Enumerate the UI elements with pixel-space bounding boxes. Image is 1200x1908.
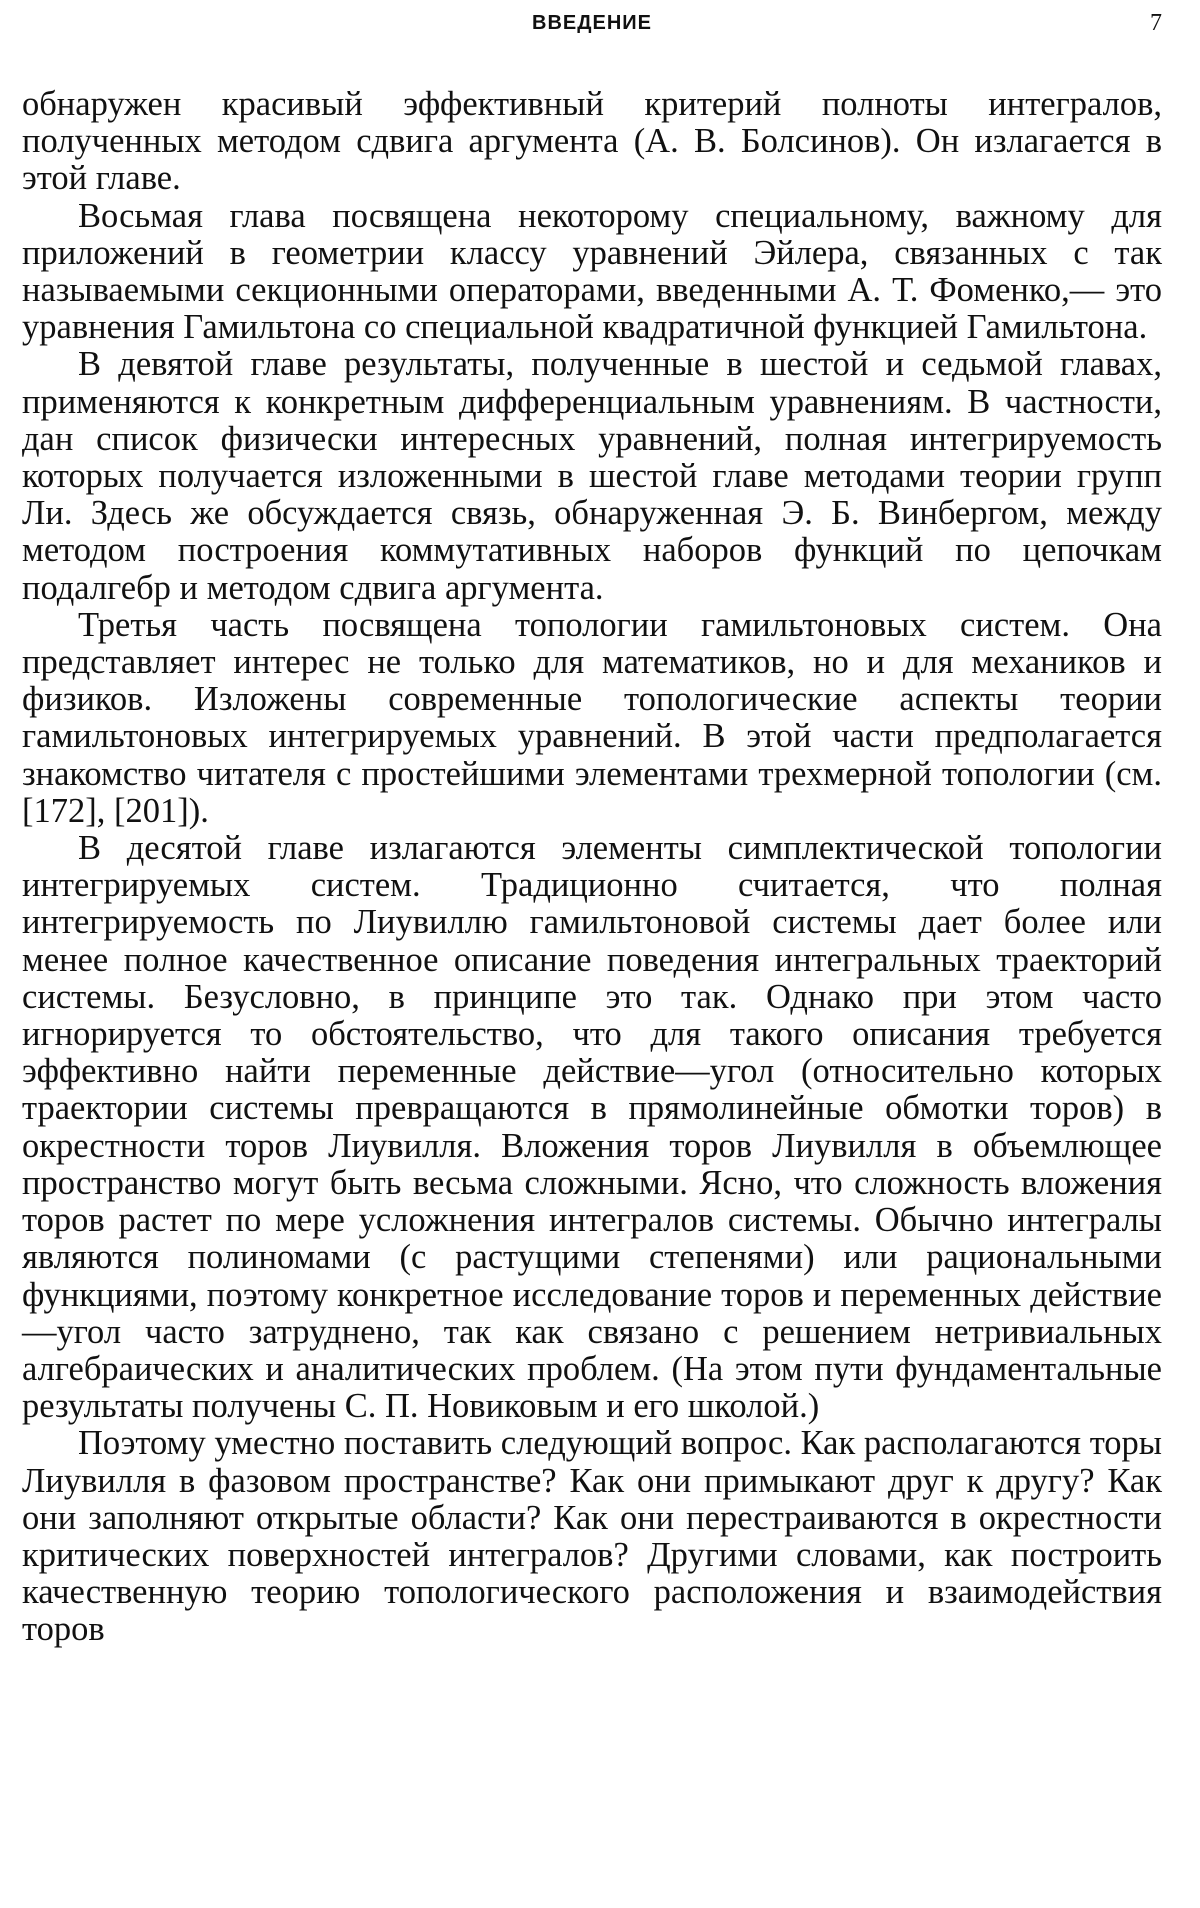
paragraph-part-three: Третья часть посвящена топологии гамильтоновых систем. Она представляет интерес не только для математиков, но и для механиков и физиков. Изложены современные топологические аспекты теории гамильтоновых интегрируемых уравнений. В этой части предполагается знакомство читателя с простейшими элементами трехмерной топологии (см. [172], [201]). [22,605,1162,830]
paragraph-chapter-ten: В десятой главе излагаются элементы симплектической топологии интегрируемых систем. Традиционно считается, что полная интегрируемость по Лиувиллю гамильтоновой системы дает более или менее полное качественное описание поведения интегральных траекторий системы. Безусловно, в принципе это так. Однако при этом часто игнорируется то обстоятельство, что для такого описания требуется эффективно найти переменные действие—угол (относительно которых траектории системы превращаются в прямолинейные обмотки торов) в окрестности торов Лиувилля. Вложения торов Лиувилля в объемлющее пространство могут быть весьма сложными. Ясно, что сложность вложения торов растет по мере усложнения интегралов системы. Обычно интегралы являются полиномами (с растущими степенями) или рациональными функциями, поэтому конкретное исследование торов и переменных действие—угол часто затруднено, так как связано с решением нетривиальных алгебраических и аналитических проблем. (На этом пути фундаментальные результаты получены С. П. Новиковым и его школой.) [22,829,1162,1426]
paragraph-chapter-eight: Восьмая глава посвящена некоторому специальному, важному для приложений в геометрии классу уравнений Эйлера, связанных с так называемыми секционными операторами, введенными А. Т. Фоменко,— это уравнения Гамильтона со специальной квадратичной функцией Гамильтона. [22,196,1162,347]
body-text [22,86,1162,1649]
paragraph-continued: обнаружен красивый эффективный критерий полноты интегралов, полученных методом сдвига аргумента (А. В. Болсинов). Он излагается в этой главе. [22,85,1162,198]
paragraph-question: Поэтому уместно поставить следующий вопрос. Как располагаются торы Лиувилля в фазовом пространстве? Как они примыкают друг к другу? Как они заполняют открытые области? Как они перестраиваются в окрестности критических поверхностей интегралов? Другими словами, как построить качественную теорию топологического расположения и взаимодействия торов [22,1424,1162,1649]
running-head [22,8,1162,38]
running-title: ВВЕДЕНИЕ [532,12,652,34]
paragraph-chapter-nine: В девятой главе результаты, полученные в шестой и седьмой главах, применяются к конкретным дифференциальным уравнениям. В частности, дан список физически интересных уравнений, полная интегрируемость которых получается изложенными в шестой главе методами теории групп Ли. Здесь же обсуждается связь, обнаруженная Э. Б. Винбергом, между методом построения коммутативных наборов функций по цепочкам подалгебр и методом сдвига аргумента. [22,345,1162,607]
page-number: 7 [1150,10,1162,36]
